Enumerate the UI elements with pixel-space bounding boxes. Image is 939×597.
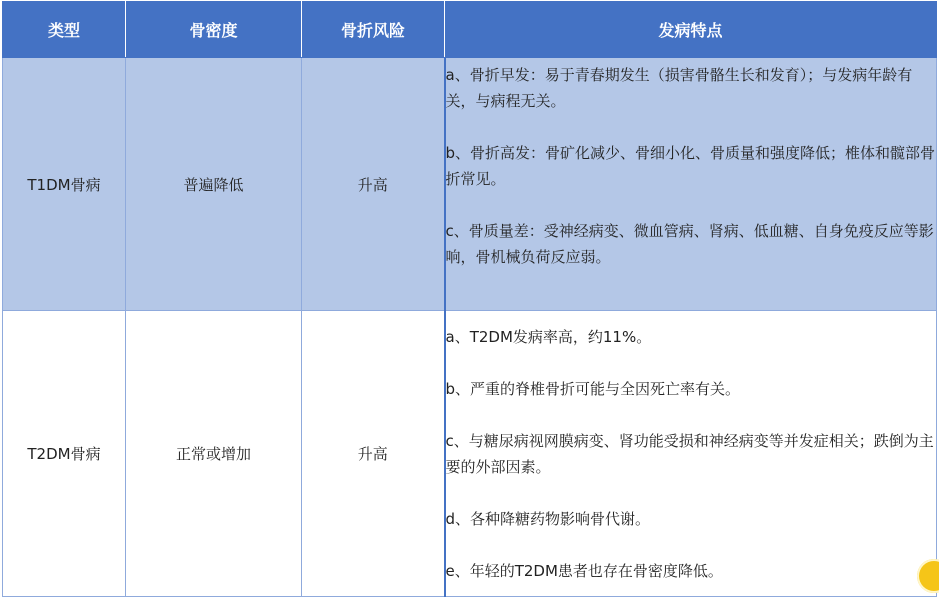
header-type: 类型 [3,2,126,58]
feature-item: c、与糖尿病视网膜病变、肾功能受损和神经病变等并发症相关；跌倒为主要的外部因素。 [445,432,934,476]
feature-item: a、骨折早发：易于青春期发生（损害骨骼生长和发育）；与发病年龄有关，与病程无关。 [445,66,913,110]
cell-bone-density: 普遍降低 [126,58,302,311]
header-fracture-risk: 骨折风险 [302,2,445,58]
cell-type: T2DM骨病 [3,311,126,597]
cell-fracture-risk: 升高 [302,311,445,597]
feature-item: c、骨质量差：受神经病变、微血管病、肾病、低血糖、自身免疫反应等影响，骨机械负荷反应弱。 [445,222,934,266]
cell-bone-density: 正常或增加 [126,311,302,597]
feature-item: b、骨折高发：骨矿化减少、骨细小化、骨质量和强度降低；椎体和髋部骨折常见。 [445,144,936,188]
feature-item: a、T2DM发病率高，约11%。 [445,328,652,346]
header-bone-density: 骨密度 [126,2,302,58]
cell-fracture-risk: 升高 [302,58,445,311]
cell-features [445,58,937,311]
cell-type: T1DM骨病 [3,58,126,311]
feature-item: d、各种降糖药物影响骨代谢。 [445,510,651,528]
table-row [3,311,937,597]
feature-item: b、严重的脊椎骨折可能与全因死亡率有关。 [445,380,741,398]
table-header-row [3,2,937,58]
table-row [3,58,937,311]
feature-item: e、年轻的T2DM患者也存在骨密度降低。 [445,562,723,580]
cell-features [445,311,937,597]
header-features: 发病特点 [445,2,937,58]
diabetes-bone-disease-table [2,1,937,597]
